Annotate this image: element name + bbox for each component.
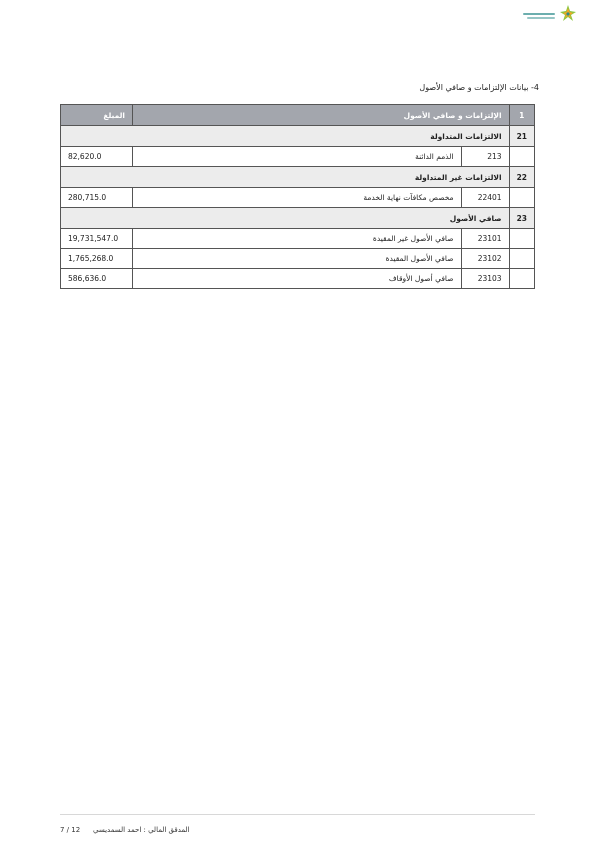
- group-title: الالتزامات المتداولة: [61, 126, 510, 147]
- amount: 19,731,547.0: [61, 229, 133, 249]
- table-row: [61, 269, 535, 289]
- group-row: [61, 126, 535, 147]
- account-description: صافي الأصول غير المقيدة: [133, 229, 462, 249]
- amount: 1,765,268.0: [61, 249, 133, 269]
- table-header-row: [61, 105, 535, 126]
- logo-caption: [523, 13, 555, 19]
- row-number: [509, 147, 534, 167]
- section-title: 4- بيانات الإلتزامات و صافي الأصول: [419, 83, 539, 92]
- table-row: [61, 249, 535, 269]
- account-code: 22401: [461, 188, 509, 208]
- account-code: 213: [461, 147, 509, 167]
- logo: [519, 4, 579, 28]
- account-description: صافي أصول الأوقاف: [133, 269, 462, 289]
- row-number: [509, 188, 534, 208]
- account-description: الذمم الدائنة: [133, 147, 462, 167]
- header-amount: المبلغ: [61, 105, 133, 126]
- group-number: 22: [509, 167, 534, 188]
- amount: 280,715.0: [61, 188, 133, 208]
- footer-divider: [60, 814, 535, 815]
- header-number: 1: [509, 105, 534, 126]
- header-title: الإلتزامات و صافي الأصول: [133, 105, 510, 126]
- amount: 82,620.0: [61, 147, 133, 167]
- group-title: الالتزامات غير المتداولة: [61, 167, 510, 188]
- table-row: [61, 188, 535, 208]
- star-logo-icon: [560, 5, 576, 21]
- account-code: 23102: [461, 249, 509, 269]
- group-title: صافي الأصول: [61, 208, 510, 229]
- account-code: 23101: [461, 229, 509, 249]
- footer-auditor: المدقق المالي : احمد السمديسي: [93, 826, 190, 834]
- table-row: [61, 229, 535, 249]
- row-number: [509, 269, 534, 289]
- group-row: [61, 208, 535, 229]
- group-row: [61, 167, 535, 188]
- row-number: [509, 229, 534, 249]
- group-number: 21: [509, 126, 534, 147]
- table-row: [61, 147, 535, 167]
- liabilities-net-assets-table: [60, 104, 535, 289]
- amount: 586,636.0: [61, 269, 133, 289]
- page-number: 7 / 12: [60, 826, 81, 834]
- row-number: [509, 249, 534, 269]
- group-number: 23: [509, 208, 534, 229]
- account-description: صافي الأصول المقيدة: [133, 249, 462, 269]
- account-code: 23103: [461, 269, 509, 289]
- account-description: مخصص مكافآت نهاية الخدمة: [133, 188, 462, 208]
